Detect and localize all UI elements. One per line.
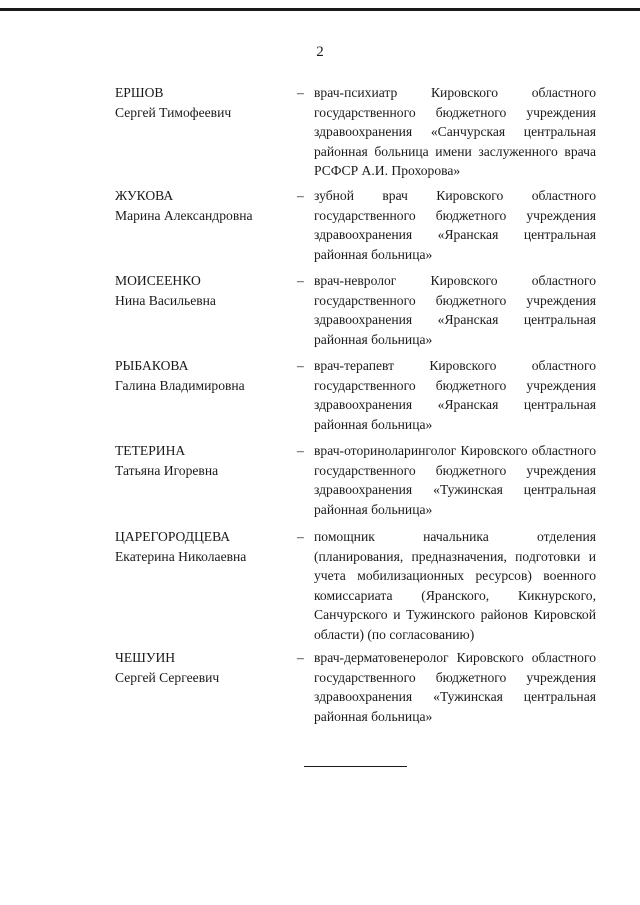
person-role: помощник начальника отделения (планирования, предназначения, подготовки и учета мобилизационных ресурсов) военного комиссариата (Яранского, Кикнурского, Санчурского и Тужинского районов Кировской области) (по согласованию) <box>314 529 596 642</box>
entry-dash: – <box>297 188 304 203</box>
person-given-names: Нина Васильевна <box>115 292 216 308</box>
person-role: зубной врач Кировского областного государственного бюджетного учреждения здравоохранения «Яранская центральная районная больница» <box>314 188 596 262</box>
entry-dash: – <box>297 85 304 100</box>
person-given-names: Сергей Сергеевич <box>115 669 220 685</box>
person-surname: ТЕТЕРИНА <box>115 443 186 458</box>
person-given-names: Марина Александровна <box>115 207 253 223</box>
person-surname: РЫБАКОВА <box>115 358 189 373</box>
end-of-list-line <box>304 766 407 767</box>
person-given-names: Сергей Тимофеевич <box>115 104 232 120</box>
person-name <box>115 356 290 395</box>
person-surname: МОИСЕЕНКО <box>115 273 201 288</box>
person-surname: ЕРШОВ <box>115 85 164 100</box>
person-name <box>115 186 290 225</box>
person-given-names: Татьяна Игоревна <box>115 462 219 478</box>
person-role: врач-дерматовенеролог Кировского областного государственного бюджетного учреждения здравоохранения «Тужинская центральная районная больница» <box>314 650 596 724</box>
entry-dash: – <box>297 529 304 544</box>
person-given-names: Екатерина Николаевна <box>115 548 247 564</box>
person-name <box>115 527 290 566</box>
person-name <box>115 441 290 480</box>
entry-dash: – <box>297 358 304 373</box>
person-role: врач-терапевт Кировского областного государственного бюджетного учреждения здравоохранения «Яранская центральная районная больница» <box>314 358 596 432</box>
person-given-names: Галина Владимировна <box>115 377 245 393</box>
page-number: 2 <box>316 44 324 60</box>
person-role: врач-невролог Кировского областного государственного бюджетного учреждения здравоохранения «Яранская центральная районная больница» <box>314 273 596 347</box>
entry-dash: – <box>297 650 304 665</box>
person-surname: ЧЕШУИН <box>115 650 176 665</box>
person-surname: ЖУКОВА <box>115 188 174 203</box>
person-name <box>115 271 290 310</box>
person-name <box>115 648 290 687</box>
top-border-line <box>0 8 640 11</box>
entry-dash: – <box>297 273 304 288</box>
person-name <box>115 83 290 122</box>
person-role: врач-психиатр Кировского областного государственного бюджетного учреждения здравоохранения «Санчурская центральная районная больница имени заслуженного врача РСФСР А.И. Прохорова» <box>314 85 596 178</box>
person-role: врач-оториноларинголог Кировского областного государственного бюджетного учреждения здравоохранения «Тужинская центральная районная больница» <box>314 443 596 517</box>
person-surname: ЦАРЕГОРОДЦЕВА <box>115 529 231 544</box>
entry-dash: – <box>297 443 304 458</box>
